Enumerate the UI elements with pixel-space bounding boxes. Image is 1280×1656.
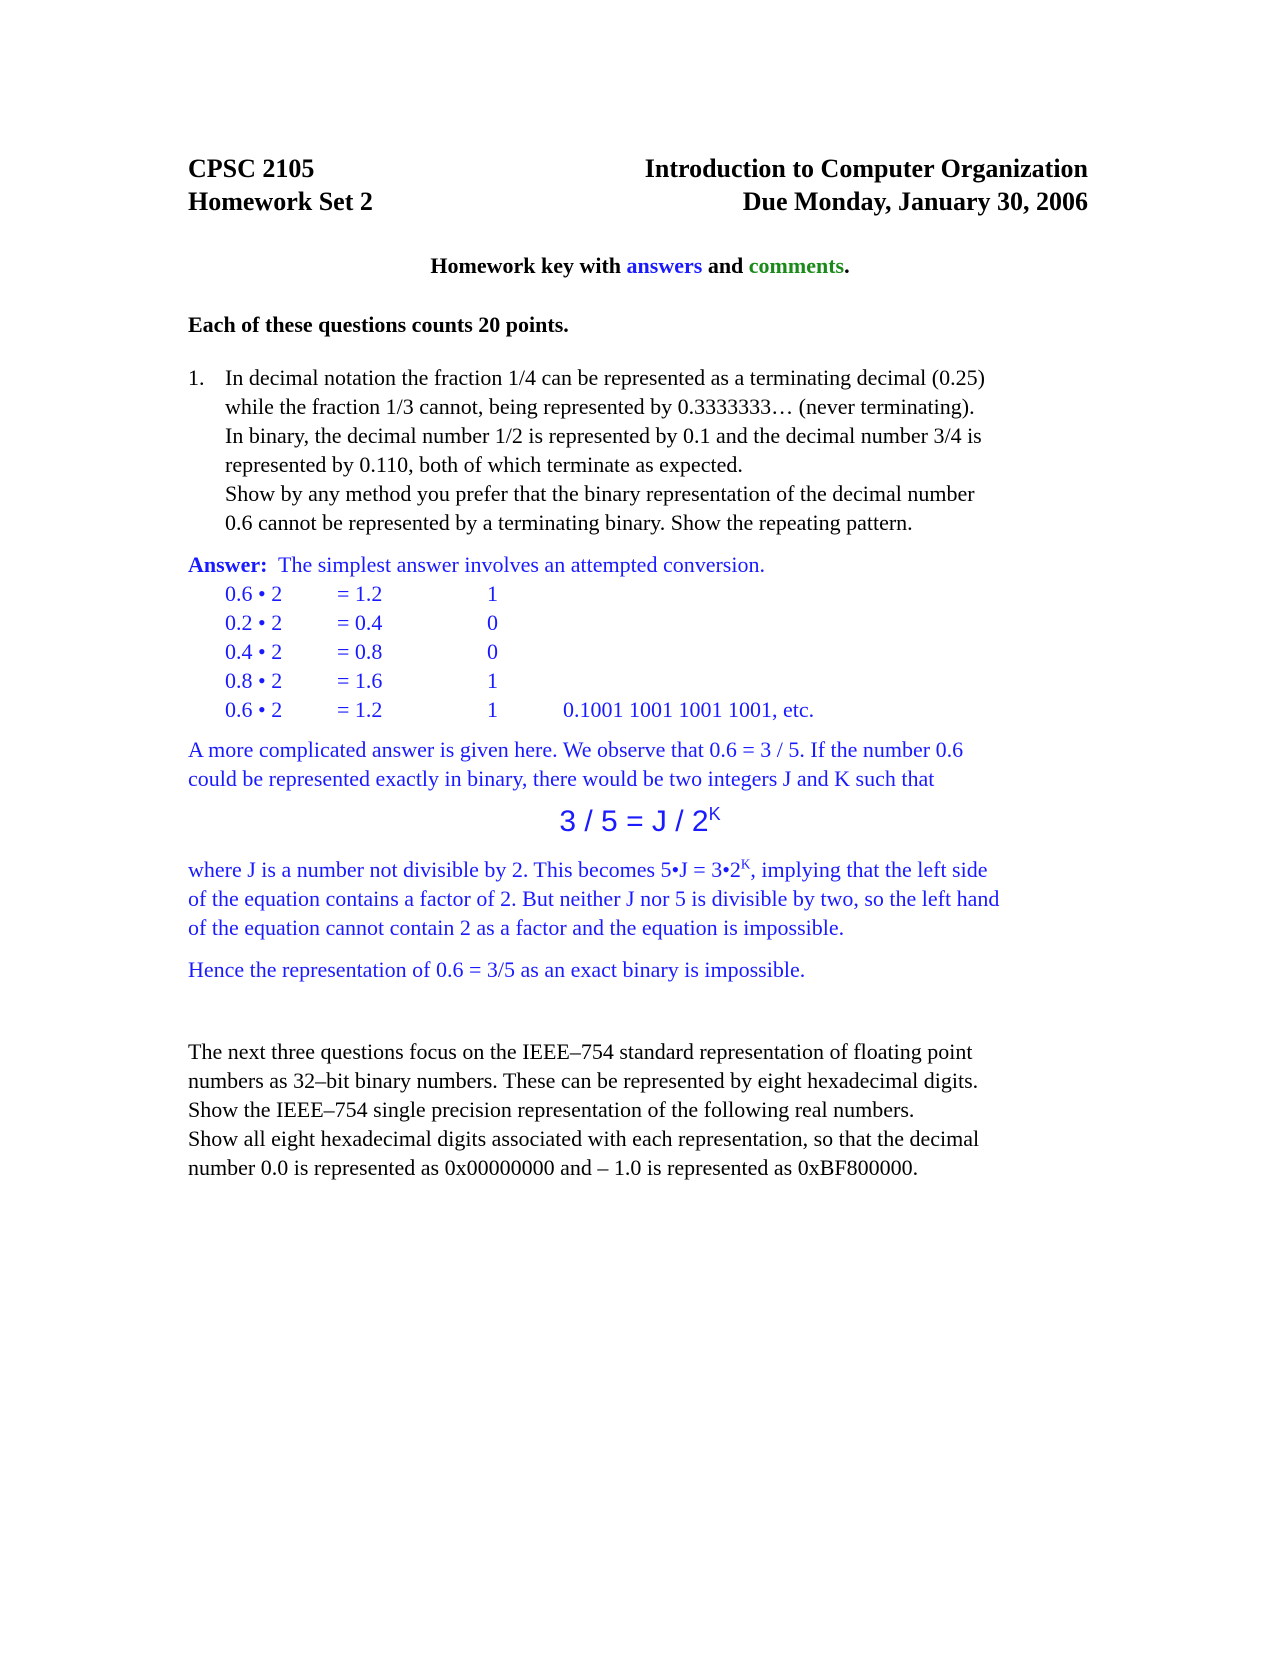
where-exponent: K bbox=[740, 856, 751, 872]
answer-line: could be represented exactly in binary, there would be two integers J and K such that bbox=[188, 766, 935, 791]
ieee-line: Show the IEEE–754 single precision representation of the following real numbers. bbox=[188, 1097, 915, 1122]
ieee-line: The next three questions focus on the IEEE–754 standard representation of floating point bbox=[188, 1039, 973, 1064]
conv-bit: 1 bbox=[487, 697, 498, 722]
conv-note: 0.1001 1001 1001 1001, etc. bbox=[563, 697, 815, 722]
where-paragraph bbox=[188, 855, 1128, 942]
conv-bit: 0 bbox=[487, 639, 498, 664]
question-line: while the fraction 1/3 cannot, being represented by 0.3333333… (never terminating). bbox=[225, 394, 975, 419]
points-note: Each of these questions counts 20 points. bbox=[188, 312, 569, 337]
where-pre: where J is a number not divisible by 2. This becomes 5•J = 3•2 bbox=[188, 857, 741, 882]
homework-set: Homework Set 2 bbox=[188, 187, 373, 216]
conv-expr: 0.6 • 2 bbox=[225, 697, 283, 722]
equation-base: 3 / 5 = J / 2 bbox=[559, 805, 709, 838]
conv-result: = 1.6 bbox=[337, 668, 383, 693]
question-line: In binary, the decimal number 1/2 is represented by 0.1 and the decimal number 3/4 is bbox=[225, 423, 982, 448]
question-1 bbox=[188, 363, 1128, 537]
equation-exponent: K bbox=[708, 804, 721, 824]
key-prefix: Homework key with bbox=[430, 253, 627, 278]
ieee-intro bbox=[188, 1037, 1128, 1182]
key-period: . bbox=[844, 253, 850, 278]
due-date: Due Monday, January 30, 2006 bbox=[742, 187, 1088, 216]
course-title: Introduction to Computer Organization bbox=[644, 154, 1088, 183]
answer-line: A more complicated answer is given here. We observe that 0.6 = 3 / 5. If the number 0.6 bbox=[188, 737, 964, 762]
course-code: CPSC 2105 bbox=[188, 154, 315, 183]
answer-line bbox=[188, 855, 1128, 884]
key-answers: answers bbox=[626, 253, 703, 278]
conv-result: = 1.2 bbox=[337, 581, 383, 606]
conv-bit: 1 bbox=[487, 581, 498, 606]
question-line: Show by any method you prefer that the binary representation of the decimal number bbox=[225, 481, 975, 506]
page-header bbox=[188, 152, 1088, 218]
key-line bbox=[0, 251, 1280, 280]
key-comments: comments bbox=[748, 253, 845, 278]
complicated-answer bbox=[188, 735, 1108, 793]
conv-bit: 1 bbox=[487, 668, 498, 693]
conv-result: = 0.4 bbox=[337, 610, 383, 635]
ieee-line: numbers as 32–bit binary numbers. These can be represented by eight hexadecimal digits. bbox=[188, 1068, 979, 1093]
conv-expr: 0.8 • 2 bbox=[225, 668, 283, 693]
answer-line: of the equation cannot contain 2 as a factor and the equation is impossible. bbox=[188, 915, 845, 940]
question-line: In decimal notation the fraction 1/4 can be represented as a terminating decimal (0.25) bbox=[225, 365, 985, 390]
ieee-line: number 0.0 is represented as 0x00000000 and – 1.0 is represented as 0xBF800000. bbox=[188, 1155, 919, 1180]
ieee-line: Show all eight hexadecimal digits associated with each representation, so that the decimal bbox=[188, 1126, 980, 1151]
answer-text: The simplest answer involves an attempted conversion. bbox=[267, 552, 765, 577]
question-body bbox=[225, 363, 1128, 537]
key-and: and bbox=[702, 253, 749, 278]
equation bbox=[0, 804, 1280, 840]
conv-expr: 0.4 • 2 bbox=[225, 639, 283, 664]
conclusion: Hence the representation of 0.6 = 3/5 as an exact binary is impossible. bbox=[188, 957, 806, 982]
conv-result: = 1.2 bbox=[337, 697, 383, 722]
question-line: 0.6 cannot be represented by a terminating binary. Show the repeating pattern. bbox=[225, 510, 913, 535]
conv-bit: 0 bbox=[487, 610, 498, 635]
conv-expr: 0.2 • 2 bbox=[225, 610, 283, 635]
answer-line: of the equation contains a factor of 2. But neither J nor 5 is divisible by two, so the left hand bbox=[188, 886, 1000, 911]
answer-label: Answer: bbox=[188, 552, 268, 577]
answer-intro bbox=[188, 550, 765, 579]
question-number: 1. bbox=[188, 365, 205, 390]
question-line: represented by 0.110, both of which terminate as expected. bbox=[225, 452, 743, 477]
where-post: , implying that the left side bbox=[750, 857, 988, 882]
conv-expr: 0.6 • 2 bbox=[225, 581, 283, 606]
conv-result: = 0.8 bbox=[337, 639, 383, 664]
